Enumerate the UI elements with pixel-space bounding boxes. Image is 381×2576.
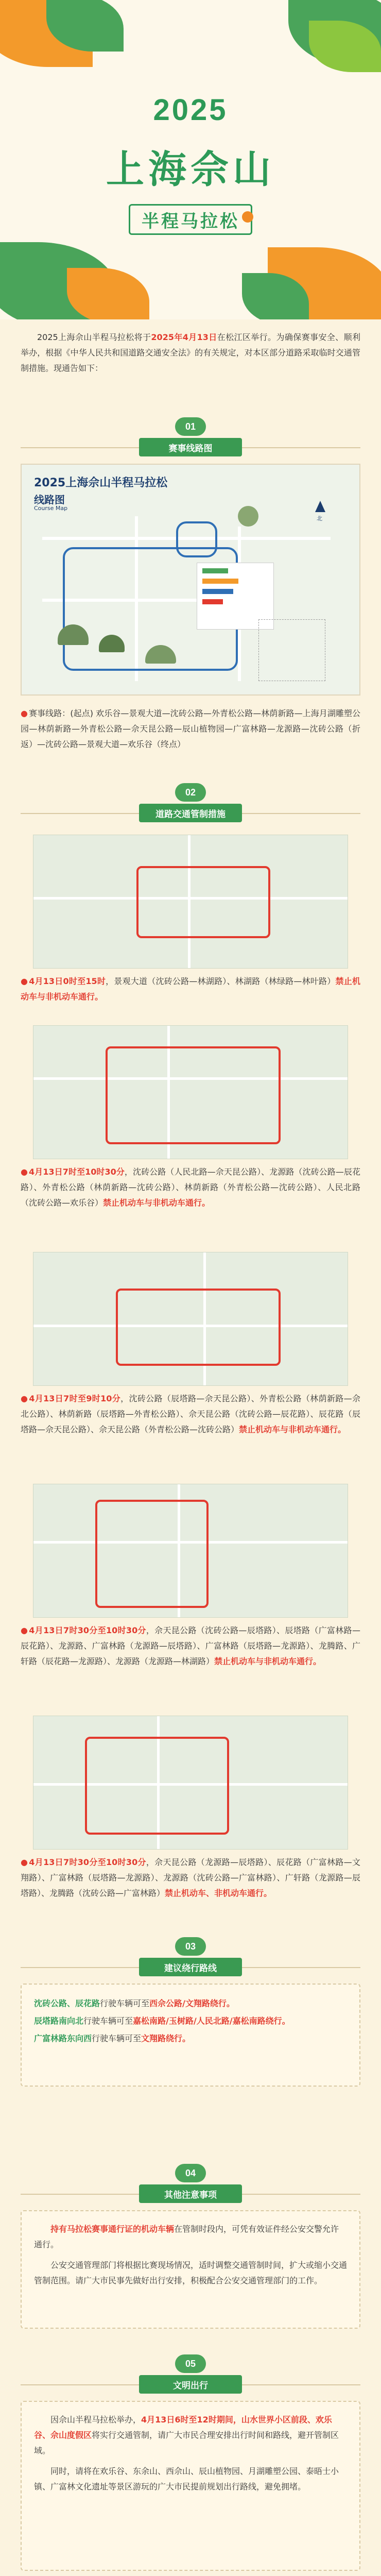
section-header-notes xyxy=(0,2164,381,2205)
detour-road: 沈砖公路、辰花路 xyxy=(34,1998,100,2008)
route-description xyxy=(21,706,360,752)
measure-time: 4月13日0时至15时 xyxy=(29,976,106,986)
closure-line xyxy=(136,866,270,938)
detour-route: 文翔路绕行。 xyxy=(141,2033,191,2043)
section-header-control xyxy=(0,783,381,824)
section-title: 其他注意事项 xyxy=(139,2184,242,2203)
measure-ban: 禁止机动车与非机动车通行。 xyxy=(103,1198,211,1208)
traffic-map xyxy=(33,1716,348,1850)
landmark-icon xyxy=(238,506,258,527)
legend-swatch xyxy=(202,589,233,594)
measure-text: ，沈砖公路（辰塔路—佘天昆公路）、外青松公路（林荫新路—佘北公路）、林荫新路（辰塔路—外青松公路）、佘天昆公路（沈砖公路—辰花路）、辰花路（辰塔路—佘天昆公路）、佘天昆公路（外青松公路—沈砖公路） xyxy=(21,1394,360,1434)
map-area-box xyxy=(258,619,325,681)
intro-paragraph xyxy=(21,330,360,376)
section-number: 04 xyxy=(175,2164,206,2182)
hero-badge: 半程马拉松 xyxy=(129,204,252,235)
detour-route: 西佘公路/文翔路绕行。 xyxy=(149,1998,235,2008)
north-label: 北 xyxy=(317,515,322,522)
notes-paragraph: 公安交通管理部门将根据比赛现场情况，适时调整交通管制时间，扩大或缩小交通管制范围。请广大市民事先做好出行安排，积极配合公安交通管理部门的工作。 xyxy=(34,2260,348,2285)
hero-banner xyxy=(0,0,381,319)
leaf-decoration xyxy=(67,268,149,319)
measure-text: ，佘天昆公路（沈砖公路—辰塔路）、辰塔路（广富林路—辰花路）、龙源路、广富林路（龙源路—辰塔路）、广富林路（辰塔路—龙源路）、龙腾路、广轩路（辰花路—龙源路）、龙源路（龙源路—林湖路） xyxy=(21,1625,360,1666)
detour-text: 行驶车辆可至 xyxy=(100,1998,150,2008)
bullet-icon: ● xyxy=(21,1625,28,1635)
notes-text: 在管制时段内，可凭有效证件经公安交警允许通行。 xyxy=(34,2224,339,2249)
measure-ban: 禁止机动车与非机动车通行。 xyxy=(239,1425,347,1434)
closure-line xyxy=(116,1289,281,1366)
civil-text: 因佘山半程马拉松举办， xyxy=(50,2415,142,2425)
section-header-detour xyxy=(0,1937,381,1978)
traffic-map xyxy=(33,835,348,969)
notes-paragraph xyxy=(34,2222,347,2252)
detour-route: 嘉松南路/玉树路/人民北路/嘉松南路绕行。 xyxy=(133,2016,290,2026)
notes-highlight: 持有马拉松赛事通行证的机动车辆 xyxy=(50,2224,175,2234)
bullet-icon: ● xyxy=(21,1167,28,1177)
detour-item xyxy=(34,2012,347,2030)
section-number: 05 xyxy=(175,2354,206,2373)
section-number: 01 xyxy=(175,417,206,436)
map-subtitle: 线路图 xyxy=(34,494,65,506)
measure-item xyxy=(21,1391,360,1437)
closure-line xyxy=(85,1737,229,1835)
measure-text: ，景观大道（沈砖公路—林湖路）、林湖路（林绿路—林叶路） xyxy=(106,976,336,986)
course-map xyxy=(21,464,360,696)
detour-box xyxy=(21,1984,360,2087)
traffic-map xyxy=(33,1252,348,1386)
closure-line xyxy=(95,1500,209,1608)
map-title: 2025上海佘山半程马拉松 xyxy=(34,477,168,489)
traffic-map xyxy=(33,1025,348,1159)
map-subtitle-en: Course Map xyxy=(34,505,68,512)
measure-text: ，佘天昆公路（龙源路—辰塔路）、辰花路（广富林路—文翔路）、广富林路（辰塔路—龙源路）、龙源路（沈砖公路—广富林路）、广轩路（龙源路—辰塔路）、龙腾路（沈砖公路—广富林路） xyxy=(21,1857,360,1898)
civil-box xyxy=(21,2401,360,2571)
legend-swatch xyxy=(202,599,223,604)
closure-line xyxy=(106,1046,281,1144)
section-number: 02 xyxy=(175,783,206,802)
section-title: 建议绕行路线 xyxy=(139,1958,242,1976)
measure-text: ，沈砖公路（人民北路—佘天昆公路）、龙源路（沈砖公路—辰花路）、外青松公路（林荫新路—沈砖公路）、林荫新路（外青松公路—沈砖公路）、人民北路（沈砖公路—欢乐谷） xyxy=(21,1167,360,1208)
section-title: 文明出行 xyxy=(139,2375,242,2394)
route-text: 赛事线路：(起点) 欢乐谷—景观大道—沈砖公路—外青松公路—林荫新路—上海月湖雕塑公园—林荫新路—外青松公路—佘天昆公路—辰山植物园—广富林路—龙源路—沈砖公路（折返）—沈砖公路—景观大道—欢乐谷（终点） xyxy=(21,708,360,749)
detour-road: 广富林路东向西 xyxy=(34,2033,92,2043)
section-number: 03 xyxy=(175,1937,206,1956)
measure-ban: 禁止机动车与非机动车通行。 xyxy=(21,976,360,1002)
intro-date: 2025年4月13日 xyxy=(151,332,217,342)
legend-swatch xyxy=(202,568,228,573)
north-arrow-icon xyxy=(315,501,325,512)
hero-title: 上海佘山 xyxy=(106,148,275,191)
measure-item xyxy=(21,1164,360,1211)
measure-time: 4月13日7时30分至10时30分 xyxy=(29,1857,146,1867)
measure-time: 4月13日7时30分至10时30分 xyxy=(29,1625,146,1635)
measure-item xyxy=(21,1623,360,1669)
bullet-icon: ● xyxy=(21,1394,28,1403)
section-header-route xyxy=(0,417,381,459)
hero-year: 2025 xyxy=(153,93,228,127)
civil-paragraph xyxy=(34,2412,347,2459)
measure-ban: 禁止机动车与非机动车通行。 xyxy=(214,1656,322,1666)
detour-text: 行驶车辆可至 xyxy=(92,2033,142,2043)
section-title: 道路交通管制措施 xyxy=(139,804,242,822)
detour-item xyxy=(34,1995,347,2012)
notes-box xyxy=(21,2210,360,2329)
traffic-map xyxy=(33,1484,348,1618)
intro-text: 2025上海佘山半程马拉松将于 xyxy=(37,332,151,342)
course-route-loop xyxy=(176,521,217,557)
measure-item xyxy=(21,974,360,1005)
measure-item xyxy=(21,1855,360,1901)
civil-highlight: 4月13日6时至12时期间，山水世界小区前段、欢乐谷、佘山度假区 xyxy=(34,2415,332,2440)
measure-time: 4月13日7时至9时10分 xyxy=(29,1394,121,1403)
hero-dot xyxy=(242,211,253,223)
intro-text: 在松江区举行。为确保赛事安全、顺利举办，根据《中华人民共和国道路交通安全法》的有关规定，对本区部分道路采取临时交通管制措施。现通告如下： xyxy=(21,332,360,373)
civil-text: 将实行交通管制，请广大市民合理安排出行时间和路线，避开管制区域。 xyxy=(34,2430,339,2455)
detour-text: 行驶车辆可至 xyxy=(83,2016,133,2026)
measure-time: 4月13日7时至10时30分 xyxy=(29,1167,125,1177)
bullet-icon: ● xyxy=(21,708,28,718)
detour-road: 辰塔路南向北 xyxy=(34,2016,84,2026)
civil-paragraph: 同时，请将在欢乐谷、东余山、西佘山、辰山植物园、月湖雕塑公园、泰晤士小镇、广富林文化遗址等景区游玩的广大市民提前规划出行路线，避免拥堵。 xyxy=(34,2466,339,2492)
section-header-civil xyxy=(0,2354,381,2396)
legend-swatch xyxy=(202,579,238,584)
bullet-icon: ● xyxy=(21,1857,28,1867)
detour-item xyxy=(34,2030,347,2047)
section-title: 赛事线路图 xyxy=(139,438,242,456)
measure-ban: 禁止机动车、非机动车通行。 xyxy=(165,1888,272,1898)
bullet-icon: ● xyxy=(21,976,28,986)
